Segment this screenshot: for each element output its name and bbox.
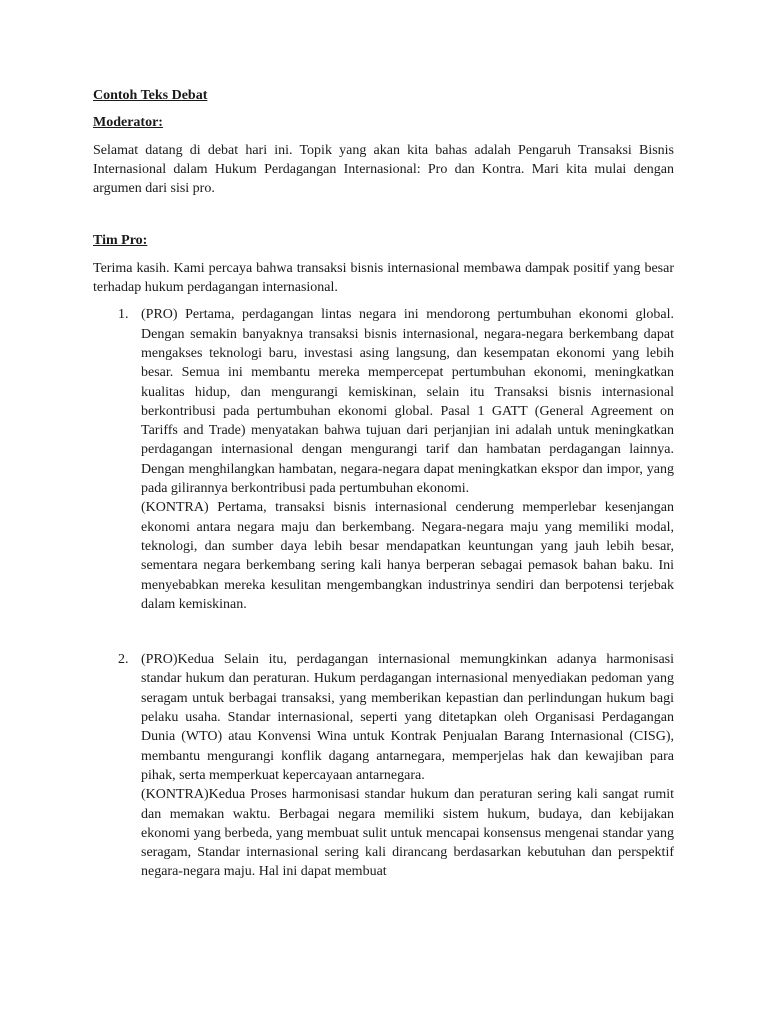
document-page	[93, 86, 674, 882]
pro-argument: (PRO) Pertama, perdagangan lintas negara ini mendorong pertumbuhan ekonomi global. Dengan semakin banyaknya transaksi bisnis internasional, negara-negara berkembang dapat mengakses teknologi baru, investasi asing langsung, dan kesempatan ekonomi yang lebih besar. Semua ini membantu mereka mempercepat pertumbuhan ekonomi, meningkatkan kualitas hidup, dan mengurangi kemiskinan, selain itu Transaksi bisnis internasional berkontribusi pada pertumbuhan ekonomi global. Pasal 1 GATT (General Agreement on Tariffs and Trade) menyatakan bahwa tujuan dari perjanjian ini adalah untuk meningkatkan perdagangan internasional dengan mengurangi tarif dan hambatan perdagangan lainnya. Dengan menghilangkan hambatan, negara-negara dapat meningkatkan ekspor dan impor, yang pada gilirannya berkontribusi pada pertumbuhan ekonomi.	[141, 307, 674, 497]
list-item-number: 2.	[118, 652, 129, 668]
kontra-argument: (KONTRA) Pertama, transaksi bisnis internasional cenderung memperlebar kesenjangan ekonomi antara negara maju dan berkembang. Negara-negara maju yang memiliki modal, teknologi, dan sumber daya lebih besar mendapatkan keuntungan yang jauh lebih besar, sementara negara berkembang sering kali hanya berperan sebagai pemasok bahan baku. Ini menyebabkan mereka kesulitan mengembangkan industrinya sendiri dan berpotensi terjebak dalam kemiskinan.	[141, 500, 674, 612]
pro-argument: (PRO)Kedua Selain itu, perdagangan internasional memungkinkan adanya harmonisasi standar hukum dan peraturan. Hukum perdagangan internasional menyediakan pedoman yang seragam untuk berbagai transaksi, yang memberikan kepastian dan perlindungan hukum bagi pelaku usaha. Standar internasional, seperti yang ditetapkan oleh Organisasi Perdagangan Dunia (WTO) atau Konvensi Wina untuk Kontrak Penjualan Barang Internasional (CISG), membantu mengurangi konflik dagang antarnegara, memperjelas hak dan kewajiban para pihak, serta memperkuat kepercayaan antarnegara.	[141, 652, 674, 783]
moderator-paragraph: Selamat datang di debat hari ini. Topik yang akan kita bahas adalah Pengaruh Transaksi Bisnis Internasional dalam Hukum Perdagangan Internasional: Pro dan Kontra. Mari kita mulai dengan argumen dari sisi pro.	[93, 142, 674, 197]
kontra-argument: (KONTRA)Kedua Proses harmonisasi standar hukum dan peraturan sering kali sangat rumit dan memakan waktu. Berbagai negara memiliki sistem hukum, budaya, dan kebijakan ekonomi yang berbeda, yang membuat sulit untuk mencapai konsensus mengenai standar yang seragam, Standar internasional sering kali dirancang berdasarkan kebutuhan dan perspektif negara-negara maju. Hal ini dapat membuat	[141, 787, 674, 880]
tim-pro-heading: Tim Pro:	[93, 233, 148, 249]
moderator-heading: Moderator:	[93, 115, 163, 131]
list-item	[93, 650, 674, 882]
document-title: Contoh Teks Debat	[93, 88, 208, 103]
list-item	[93, 305, 674, 614]
tim-pro-paragraph: Terima kasih. Kami percaya bahwa transaksi bisnis internasional membawa dampak positif yang besar terhadap hukum perdagangan internasional.	[93, 260, 674, 296]
list-item-number: 1.	[118, 307, 129, 323]
